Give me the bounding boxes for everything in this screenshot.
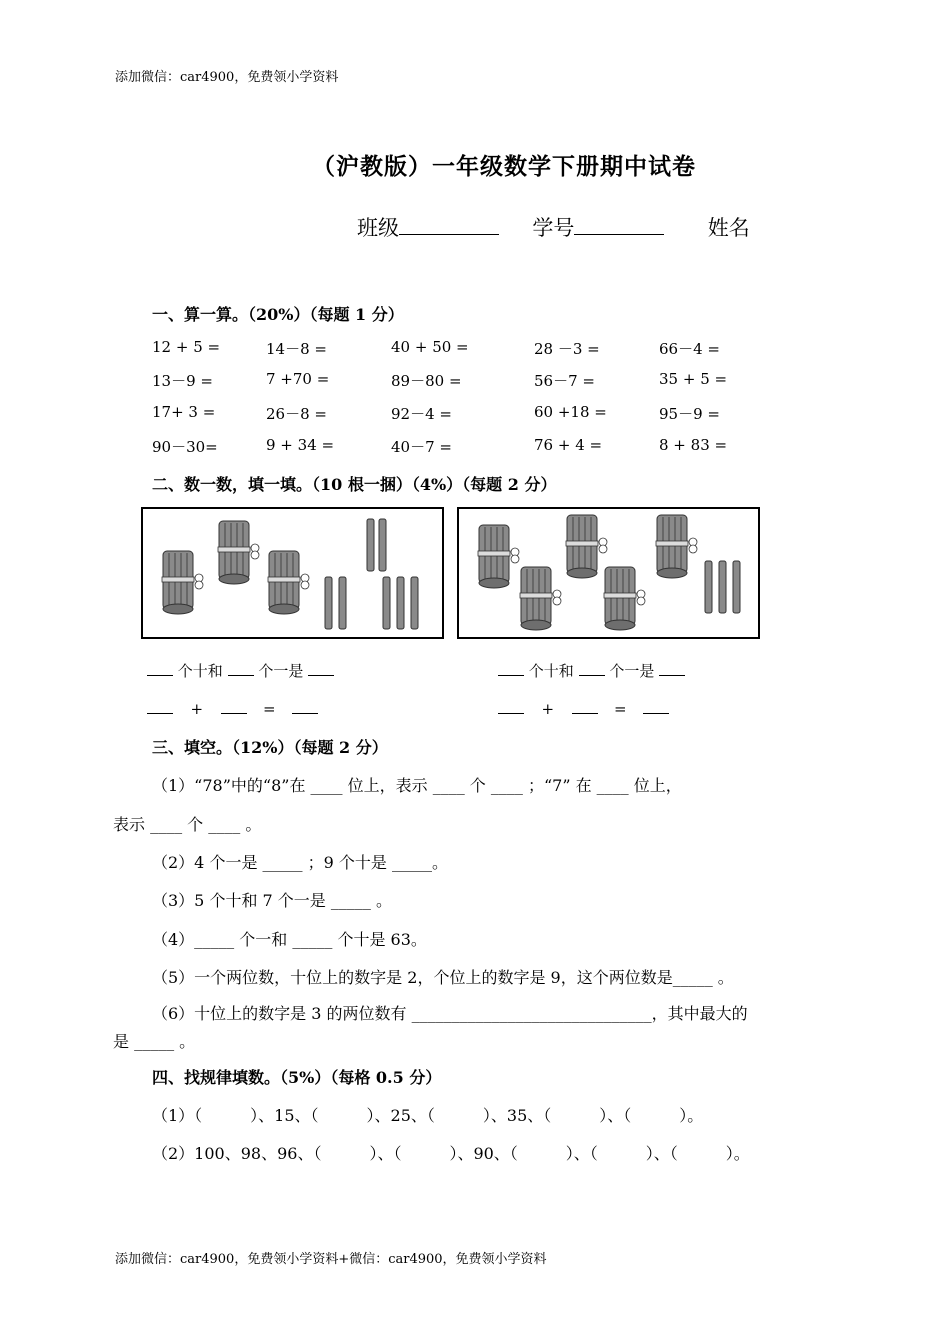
- blank[interactable]: [498, 661, 524, 676]
- bundle-icon: [604, 567, 645, 630]
- name-label: 姓名: [707, 216, 750, 240]
- q1-line2: 表示 ____ 个 ____ 。: [113, 815, 262, 834]
- calc-item: 12 + 5 =: [152, 338, 221, 356]
- blank[interactable]: [308, 661, 334, 676]
- equals-sign: =: [614, 700, 627, 718]
- calc-item: 89－80 =: [391, 372, 462, 390]
- stick-icon: [339, 577, 346, 629]
- pattern-q2: （2）100、98、96、（ ）、（ ）、90、（ ）、（ ）、（ ）。: [152, 1144, 750, 1163]
- calc-item: 56－7 =: [534, 372, 595, 390]
- bundle-icon: [268, 551, 309, 614]
- stick-icon: [733, 561, 740, 613]
- calc-item: 7 +70 =: [266, 370, 330, 388]
- calc-item: 92－4 =: [391, 405, 452, 423]
- bundle-icon: [162, 551, 203, 614]
- tens-label: 个十和: [528, 662, 574, 680]
- blank[interactable]: [579, 661, 605, 676]
- stick-icon: [705, 561, 712, 613]
- section1-heading: 一、算一算。（20%）（每题 1 分）: [152, 305, 404, 324]
- calc-item: 90－30=: [152, 438, 218, 456]
- blank[interactable]: [498, 699, 524, 714]
- stick-icon: [379, 519, 386, 571]
- blank[interactable]: [659, 661, 685, 676]
- left-fill-line2: [147, 699, 318, 718]
- q5: （5）一个两位数，十位上的数字是 2，个位上的数字是 9，这个两位数是_____ 。: [152, 968, 734, 987]
- left-sticks-figure: [143, 509, 442, 637]
- calc-item: 40 + 50 =: [391, 338, 469, 356]
- stick-icon: [367, 519, 374, 571]
- plus-sign: +: [541, 700, 555, 718]
- bundle-icon: [478, 525, 519, 588]
- ones-label: 个一是: [609, 662, 655, 680]
- blank[interactable]: [147, 699, 173, 714]
- left-sticks-box: [141, 507, 444, 639]
- calc-item: 9 + 34 =: [266, 436, 335, 454]
- student-info: [357, 212, 750, 242]
- right-fill-line1: [498, 660, 685, 681]
- blank[interactable]: [292, 699, 318, 714]
- q6-line2: 是 _____ 。: [113, 1032, 196, 1051]
- calc-item: 60 +18 =: [534, 403, 607, 421]
- stick-icon: [383, 577, 390, 629]
- right-sticks-figure: [459, 509, 758, 637]
- blank[interactable]: [572, 699, 598, 714]
- calc-item: 14－8 =: [266, 340, 327, 358]
- ones-label: 个一是: [258, 662, 304, 680]
- q3: （3）5 个十和 7 个一是 _____ 。: [152, 891, 392, 910]
- q4: （4）_____ 个一和 _____ 个十是 63。: [152, 930, 427, 949]
- page-title: （沪教版）一年级数学下册期中试卷: [312, 153, 696, 180]
- section3-heading: 三、填空。（12%）（每题 2 分）: [152, 738, 388, 757]
- calc-item: 26－8 =: [266, 405, 327, 423]
- bundle-icon: [520, 567, 561, 630]
- bundle-icon: [566, 515, 607, 578]
- stick-icon: [719, 561, 726, 613]
- number-label: 学号: [532, 216, 575, 240]
- bundle-icon: [656, 515, 697, 578]
- header-note: 添加微信：car4900，免费领小学资料: [115, 70, 339, 85]
- q6-line1: （6）十位上的数字是 3 的两位数有 ______________________________，其中最大的: [152, 1004, 748, 1023]
- calc-item: 28 －3 =: [534, 340, 600, 358]
- section4-heading: 四、找规律填数。（5%）（每格 0.5 分）: [152, 1068, 442, 1087]
- q1-line1: （1）“78”中的“8”在 ____ 位上，表示 ____ 个 ____ ；“7” 在 ____ 位上，: [152, 776, 682, 795]
- blank[interactable]: [643, 699, 669, 714]
- class-blank[interactable]: [399, 214, 499, 235]
- equals-sign: =: [263, 700, 276, 718]
- calc-item: 13－9 =: [152, 372, 213, 390]
- stick-icon: [411, 577, 418, 629]
- bundle-icon: [218, 521, 259, 584]
- q2: （2）4 个一是 _____ ；9 个十是 _____。: [152, 853, 448, 872]
- blank[interactable]: [147, 661, 173, 676]
- right-fill-line2: [498, 699, 669, 718]
- calc-item: 66－4 =: [659, 340, 720, 358]
- calc-item: 17+ 3 =: [152, 403, 216, 421]
- calc-item: 8 + 83 =: [659, 436, 728, 454]
- right-sticks-box: [457, 507, 760, 639]
- stick-icon: [397, 577, 404, 629]
- class-label: 班级: [357, 216, 399, 240]
- blank[interactable]: [228, 661, 254, 676]
- calc-item: 95－9 =: [659, 405, 720, 423]
- footer-note: 添加微信：car4900，免费领小学资料+微信：car4900，免费领小学资料: [115, 1252, 547, 1267]
- stick-icon: [325, 577, 332, 629]
- number-blank[interactable]: [574, 214, 664, 235]
- left-fill-line1: [147, 660, 334, 681]
- calc-item: 40－7 =: [391, 438, 452, 456]
- section2-heading: 二、数一数，填一填。（10 根一捆）（4%）（每题 2 分）: [152, 475, 557, 494]
- pattern-q1: （1）（ ）、15、（ ）、25、（ ）、35、（ ）、（ ）。: [152, 1106, 704, 1125]
- calc-item: 35 + 5 =: [659, 370, 728, 388]
- plus-sign: +: [190, 700, 204, 718]
- calc-item: 76 + 4 =: [534, 436, 603, 454]
- blank[interactable]: [221, 699, 247, 714]
- tens-label: 个十和: [177, 662, 223, 680]
